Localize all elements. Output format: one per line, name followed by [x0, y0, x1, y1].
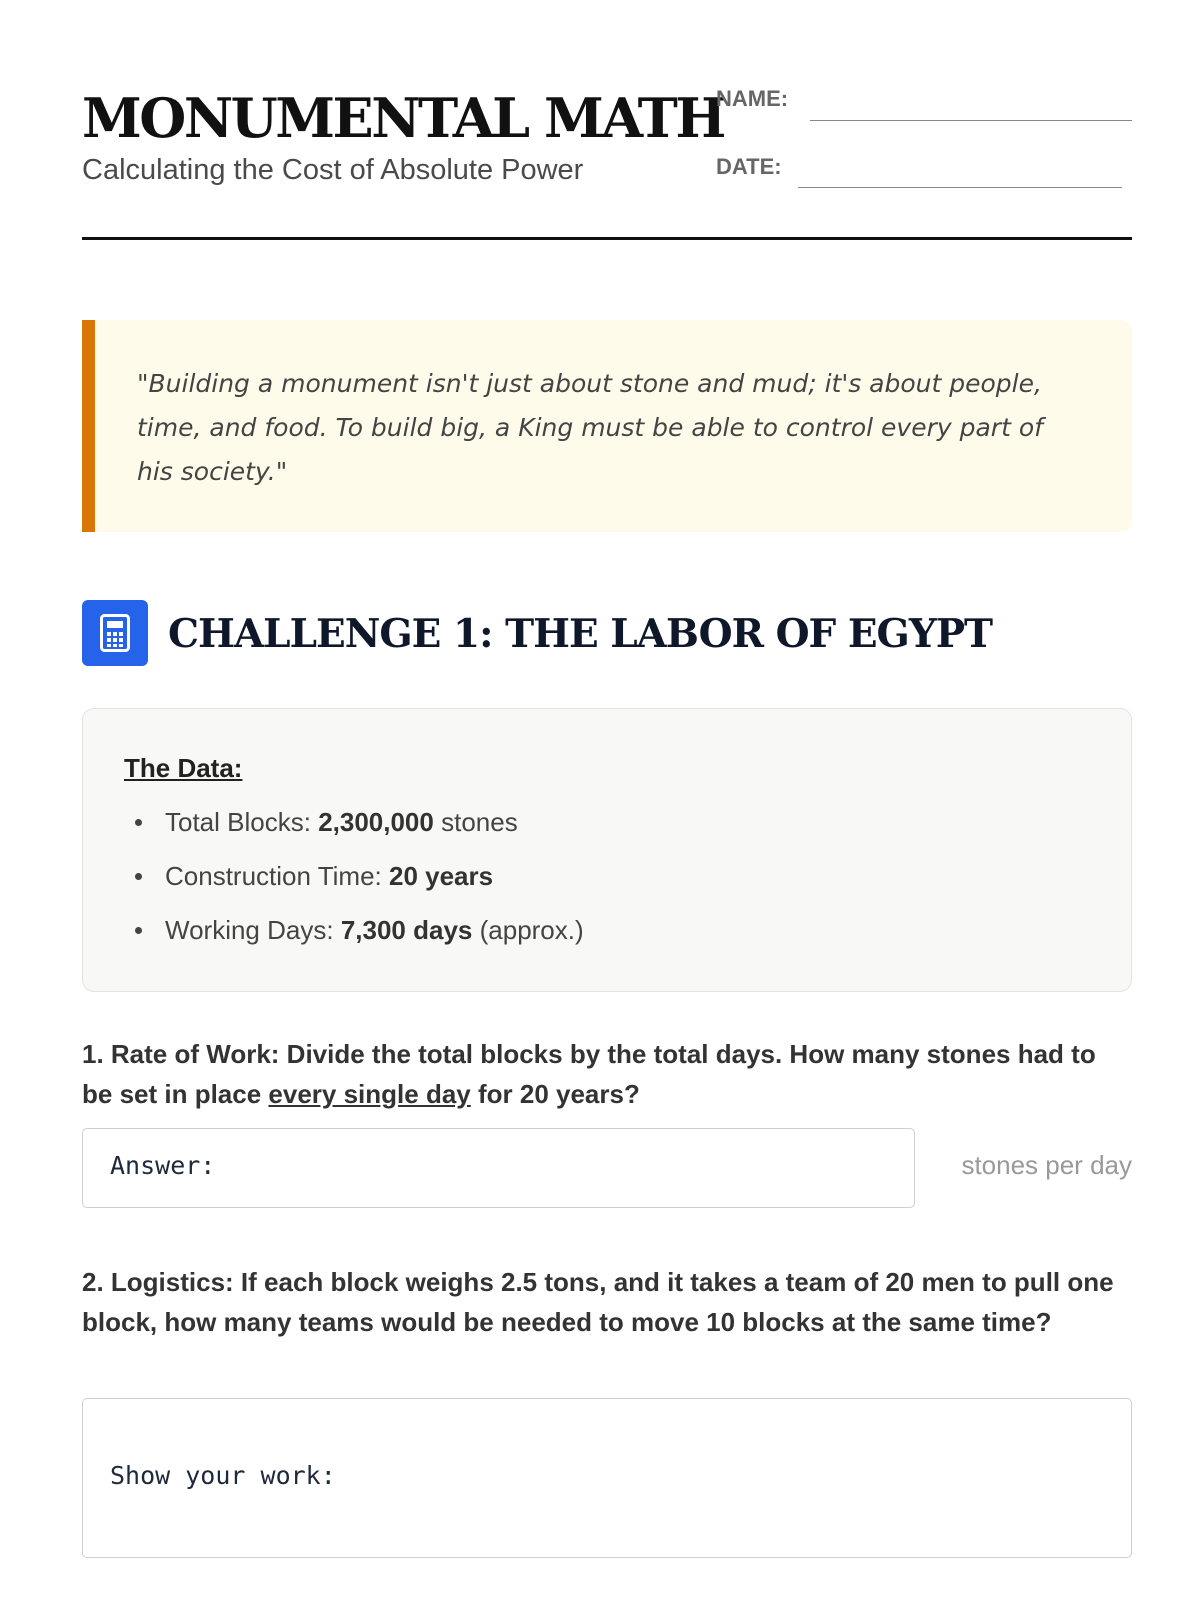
- page-subtitle: Calculating the Cost of Absolute Power: [82, 154, 584, 186]
- question-1-text: 1. Rate of Work: Divide the total blocks by the total days. How many stones had to be set in place: [82, 1039, 1096, 1109]
- intro-quote: [82, 320, 1132, 532]
- data-item-total-blocks: [124, 804, 584, 858]
- quote-text: "Building a monument isn't just about stone and mud; it's about people, time, and food. To build big, a King must be able to control every part of his society.": [137, 369, 1043, 486]
- data-item-construction-time: [124, 858, 584, 912]
- challenge-1-title: CHALLENGE 1: THE LABOR OF EGYPT: [168, 611, 993, 657]
- data-item-label: Construction Time:: [165, 861, 382, 891]
- data-item-suffix: stones: [441, 807, 518, 837]
- data-item-label: Working Days:: [165, 915, 334, 945]
- question-1-emphasis: every single day: [268, 1079, 471, 1109]
- challenge-1-heading: [82, 600, 1132, 668]
- answer-label: Answer:: [110, 1151, 216, 1180]
- name-label: NAME:: [716, 86, 789, 111]
- data-item-value: 7,300 days: [340, 915, 473, 945]
- question-2: 2. Logistics: If each block weighs 2.5 tons, and it takes a team of 20 men to pull one block, how many teams would be needed to move 10 blocks at the same time?: [82, 1267, 1114, 1337]
- bullet-icon: [135, 819, 142, 826]
- show-work-input[interactable]: [82, 1398, 1132, 1558]
- show-work-label: Show your work:: [110, 1461, 336, 1490]
- data-item-value: 2,300,000: [318, 807, 434, 837]
- data-heading: The Data:: [124, 753, 243, 783]
- data-item-suffix: (approx.): [479, 915, 584, 945]
- date-label: DATE:: [716, 154, 782, 179]
- answer-unit: stones per day: [961, 1150, 1132, 1180]
- worksheet-header: [82, 82, 1132, 240]
- bullet-icon: [135, 873, 142, 880]
- data-item-working-days: [124, 912, 584, 966]
- data-list: [124, 804, 584, 966]
- data-item-label: Total Blocks:: [165, 807, 311, 837]
- name-field-line[interactable]: [810, 120, 1132, 121]
- question-1-text-end: for 20 years?: [470, 1079, 640, 1109]
- data-item-value: 20 years: [388, 861, 494, 891]
- calculator-icon: [82, 600, 148, 666]
- answer-input[interactable]: [82, 1128, 915, 1208]
- data-box: [82, 708, 1132, 992]
- page-title: MONUMENTAL MATH: [82, 86, 724, 150]
- date-field-line[interactable]: [798, 187, 1122, 188]
- bullet-icon: [135, 927, 142, 934]
- question-1: [82, 1034, 1132, 1114]
